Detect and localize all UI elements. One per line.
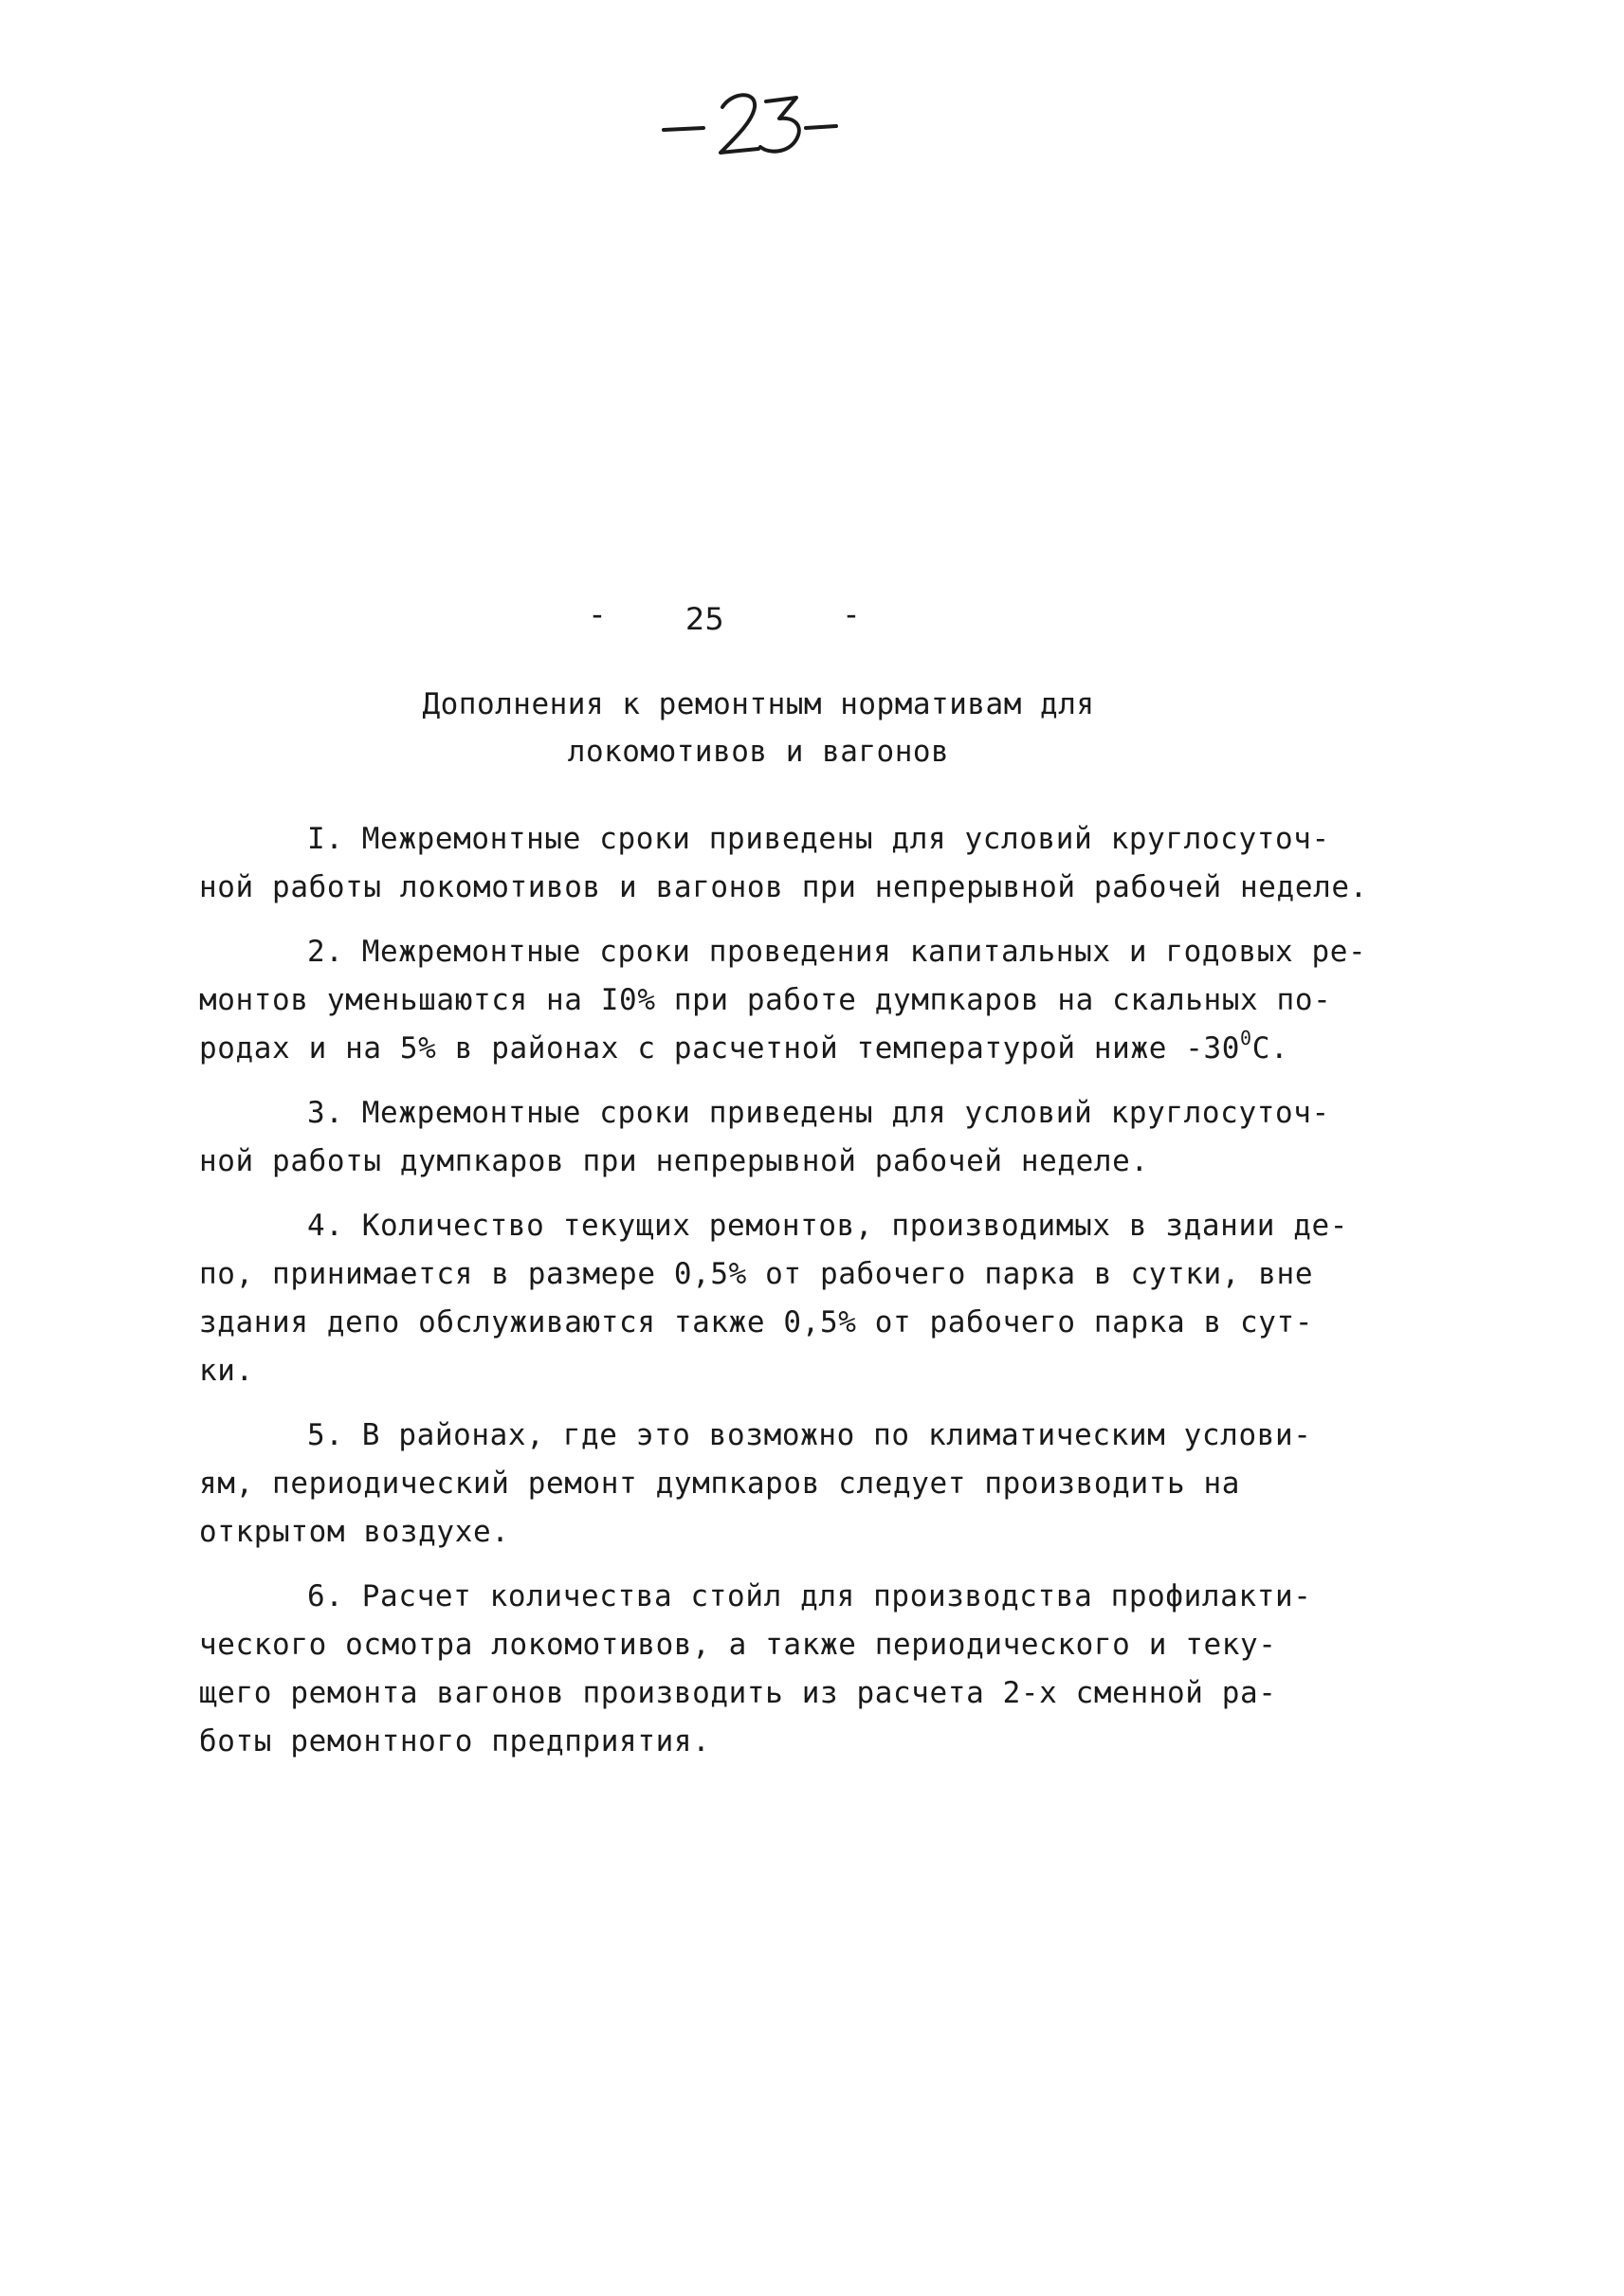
paragraph-line: ки. [199, 1354, 254, 1388]
paragraph-line: здания депо обслуживаются также 0,5% от рабочего парка в сут- [199, 1305, 1314, 1339]
paragraph-line: боты ремонтного предприятия. [199, 1724, 711, 1758]
paragraph-5 [199, 1412, 1432, 1557]
paragraph-line: 6. Расчет количества стойл для производства профилакти- [307, 1579, 1312, 1613]
paragraph-line-end: С. [1251, 1031, 1289, 1066]
document-title [284, 681, 1232, 775]
paragraph-line: ческого осмотра локомотивов, а также периодического и теку- [199, 1628, 1277, 1662]
title-line-1: Дополнения к ремонтным нормативам для [422, 687, 1095, 721]
paragraph-line: 4. Количество текущих ремонтов, производимых в здании де- [307, 1209, 1349, 1243]
paragraph-line: ям, периодический ремонт думпкаров следует производить на [199, 1467, 1241, 1501]
paragraph-4 [199, 1202, 1432, 1395]
paragraph-6 [199, 1573, 1432, 1766]
handwritten-page-number [654, 81, 844, 166]
paragraph-1 [199, 815, 1432, 912]
paragraph-line: ной работы локомотивов и вагонов при непрерывной рабочей неделе. [199, 870, 1368, 904]
page-number-value: 25 [685, 601, 724, 637]
paragraph-line [199, 1025, 1432, 1073]
paragraph-line-text: родах и на 5% в районах с расчетной температурой ниже -30 [199, 1031, 1241, 1066]
paragraph-line: 5. В районах, где это возможно по климатическим услови- [307, 1418, 1312, 1452]
paragraph-line: I. Межремонтные сроки приведены для условий круглосуточ- [307, 822, 1330, 856]
paragraph-line: 2. Межремонтные сроки проведения капитальных и годовых ре- [307, 935, 1367, 969]
paragraph-2 [199, 928, 1432, 1073]
page-number-dash-left: - [588, 595, 607, 632]
paragraph-line: ной работы думпкаров при непрерывной рабочей неделе. [199, 1144, 1149, 1178]
paragraph-line: монтов уменьшаются на I0% при работе думпкаров на скальных по- [199, 983, 1332, 1017]
page-number-dash-right: - [842, 595, 861, 632]
document-body [199, 815, 1432, 1782]
degree-superscript: 0 [1240, 1027, 1252, 1049]
paragraph-line: по, принимается в размере 0,5% от рабочего парка в сутки, вне [199, 1257, 1314, 1291]
paragraph-line: 3. Межремонтные сроки приведены для условий круглосуточ- [307, 1096, 1330, 1130]
typed-page-number [588, 595, 872, 643]
handwritten-page-number-drawing [654, 81, 844, 166]
paragraph-3 [199, 1089, 1432, 1186]
title-line-2: локомотивов и вагонов [567, 735, 950, 769]
paragraph-line: щего ремонта вагонов производить из расчета 2-х сменной ра- [199, 1676, 1277, 1710]
paragraph-line: открытом воздухе. [199, 1515, 510, 1549]
